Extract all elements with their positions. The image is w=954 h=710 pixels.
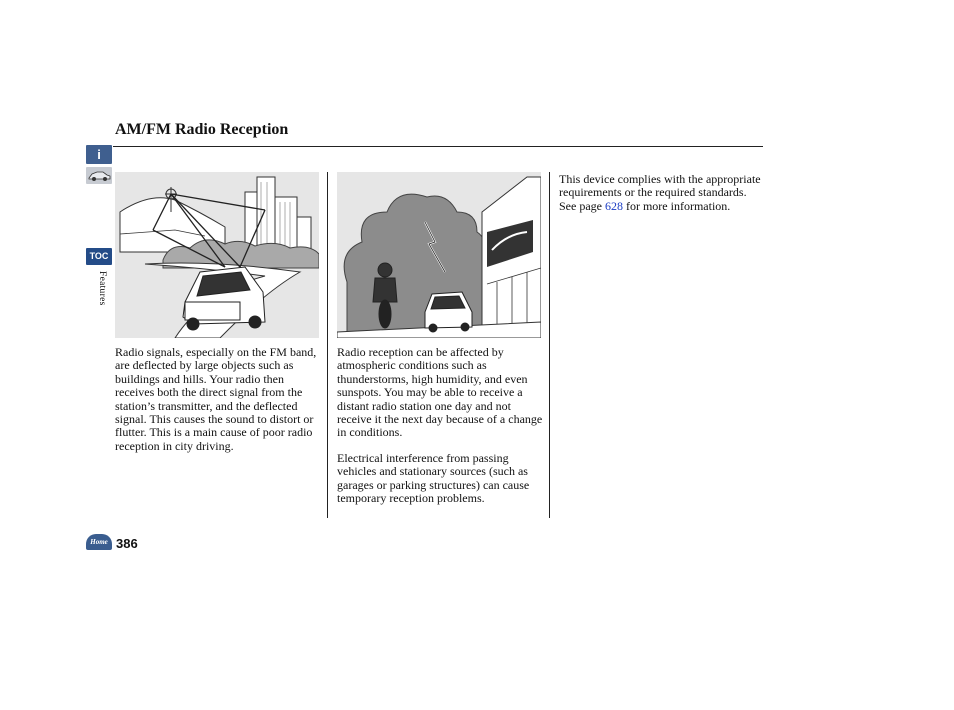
page-title: AM/FM Radio Reception	[115, 121, 289, 138]
title-rule	[113, 146, 763, 147]
home-button[interactable]: Home	[86, 534, 112, 550]
right-text-after: for more information.	[622, 198, 731, 213]
radio-interference-illustration	[337, 172, 541, 338]
car-icon[interactable]	[86, 167, 112, 184]
section-label: Features	[97, 271, 107, 306]
right-paragraph	[559, 173, 763, 213]
middle-paragraph-1: Radio reception can be affected by atmospheric conditions such as thunderstorms, high humidity, and even sunspots. You may be able to receive a distant radio station one day and not receive it the next day because of a change in conditions.	[337, 345, 543, 440]
middle-paragraph-2: Electrical interference from passing vehicles and stationary sources (such as garages or parking structures) can cause temporary reception problems.	[337, 450, 530, 506]
left-paragraph: Radio signals, especially on the FM band, are deflected by large objects such as buildings and hills. Your radio then receives both the direct signal from the station’s transmitter, and the deflected signal. This causes the sound to distort or flutter. This is a main cause of poor radio reception in city driving.	[115, 345, 317, 453]
right-text-before: This device complies with the appropriate requirements or the required standards. See page	[559, 172, 761, 213]
middle-column	[337, 346, 545, 505]
radio-signal-deflection-illustration	[115, 172, 319, 338]
toc-button[interactable]: TOC	[86, 248, 112, 265]
column-divider	[549, 172, 550, 518]
column-divider	[327, 172, 328, 518]
left-column	[115, 346, 321, 453]
page-number: 386	[116, 536, 138, 551]
right-column	[559, 173, 763, 213]
info-icon[interactable]: i	[86, 145, 112, 164]
page-link[interactable]: 628	[604, 198, 623, 213]
